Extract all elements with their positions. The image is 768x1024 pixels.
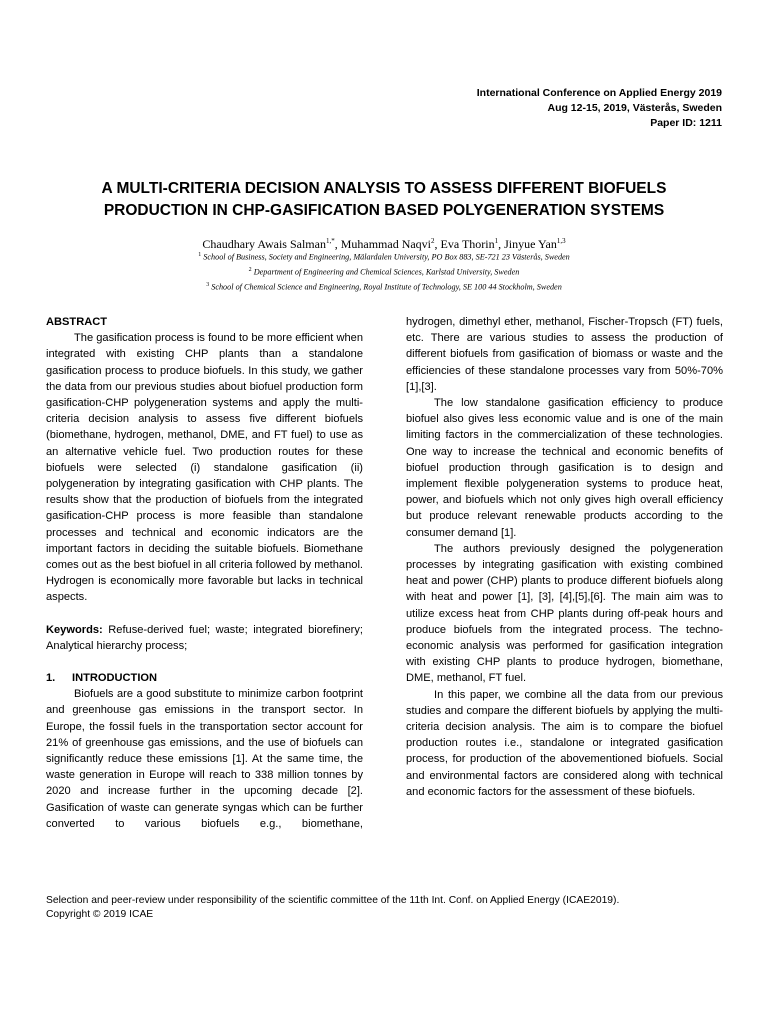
right-column bbox=[406, 314, 723, 800]
author-affiliation-marker: 1,* bbox=[325, 237, 335, 245]
keywords bbox=[46, 622, 363, 654]
affiliation-3: $^3$ School of Chemical Science and Engineering, Royal Institute of Technology, SE 100 44 Stockholm, Sweden bbox=[206, 282, 562, 293]
paper-title bbox=[40, 178, 728, 222]
left-column bbox=[46, 314, 363, 832]
paper-id: Paper ID: 1211 bbox=[650, 117, 722, 129]
intro-paragraph-3: The authors previously designed the polygeneration processes by integrating gasification with existing combined heat and power (CHP) plants to produce different biofuels along with heat and power [1], [3], [4],[5],[6]. The main aim was to utilize excess heat from CHP plants during off-peak hours and produce biofuels from the integrated process. The techno-economic analysis was performed for gasification integration with existing CHP plants to produce hydrogen, biomethane, DME, methanol, FT fuel. bbox=[406, 542, 723, 685]
intro-paragraph-2: The low standalone gasification efficiency to produce biofuel also gives less economic value and is one of the main limiting factors in the commercialization of these technologies. One way to increase the technical and economic benefits of biofuel production through gasification is to design and implement flexible polygeneration systems to produce heat, power, and biofuels which not only gives high overall efficiency but produce relevant renewable products according to the consumer demand [1]. bbox=[406, 397, 723, 539]
keywords-text: Refuse-derived fuel; waste; integrated biorefinery; Analytical hierarchy process; bbox=[46, 623, 363, 652]
paper-title-line-1: A MULTI-CRITERIA DECISION ANALYSIS TO ASSESS DIFFERENT BIOFUELS bbox=[101, 180, 667, 197]
affiliation-2: $^2$ Department of Engineering and Chemical Sciences, Karlstad University, Sweden bbox=[248, 267, 520, 277]
intro-paragraph-1-continued: hydrogen, dimethyl ether, methanol, Fischer-Tropsch (FT) fuels, etc. There are various studies to assess the production of different biofuels from gasification of biomass or waste and the efficiencies of these standalone processes vary from 50%-70% [1],[3]. bbox=[406, 316, 723, 393]
footer-copyright: Copyright © 2019 ICAE bbox=[46, 909, 154, 920]
footer-review-note: Selection and peer-review under responsibility of the scientific committee of the 11th Int. Conf. on Applied Energy (ICAE2019). bbox=[46, 895, 620, 906]
section-number: 1. bbox=[46, 672, 56, 685]
keywords-label: Keywords: bbox=[46, 623, 103, 636]
author-affiliation-marker: 2 bbox=[431, 237, 435, 245]
author-list: Chaudhary Awais Salman$^{1,*}$, Muhammad Naqvi$^2$, Eva Thorin$^1$, Jinyue Yan$^{1,3}$ bbox=[202, 237, 566, 251]
intro-paragraph-4: In this paper, we combine all the data from our previous studies and compare the different biofuels by applying the multi-criteria decision analysis. The aim is to compare the biofuel production routes i.e., standalone or integrated gasification process, for production of the abovementioned biofuels. Social and environmental factors are considered along with technical and economic factors for the assessment of these biofuels. bbox=[406, 688, 723, 798]
conference-date-place: Aug 12-15, 2019, Västerås, Sweden bbox=[547, 102, 722, 114]
section-title: INTRODUCTION bbox=[72, 672, 158, 685]
footer bbox=[46, 894, 726, 922]
author-affiliation-marker: 1 bbox=[494, 237, 499, 245]
conference-name: International Conference on Applied Energy 2019 bbox=[476, 87, 722, 99]
conference-info bbox=[477, 86, 722, 131]
abstract-heading: ABSTRACT bbox=[46, 316, 108, 328]
introduction-heading bbox=[46, 670, 363, 686]
intro-paragraph-1: Biofuels are a good substitute to minimize carbon footprint and greenhouse gas emissions in the transport sector. In Europe, the fossil fuels in the transportation sector account for 21% of greenhouse gas emissions, and the use of biofuels can significantly reduce these emissions [1]. At the same time, the waste generation in Europe will reach to 338 million tonnes by 2020 and increase further in the upcoming decade [2]. Gasification of waste can generate syngas which can be further converted to various biofuels e.g., biomethane, bbox=[46, 688, 363, 830]
author-name: Jinyue Yan bbox=[504, 237, 557, 251]
affiliation-list bbox=[40, 249, 728, 295]
paper-title-line-2: PRODUCTION IN CHP-GASIFICATION BASED POLYGENERATION SYSTEMS bbox=[103, 202, 665, 219]
author-name: Eva Thorin bbox=[440, 237, 495, 251]
author-affiliation-marker: 1,3 bbox=[556, 237, 566, 245]
author-name: Muhammad Naqvi bbox=[340, 237, 432, 251]
abstract-text: The gasification process is found to be more efficient when integrated with existing CHP plants than a standalone gasification process to produce biofuels. In this study, we gather the data from our previous studies about biofuel production form gasification-CHP polygeneration systems and apply the multi-criteria decision analysis to assess five different biofuels (biomethane, hydrogen, methanol, DME, and FT fuel) to use as an alternative vehicle fuel. Two production routes for these biofuels were selected (i) standalone gasification (ii) polygeneration by integrating gasification with CHP plants. The results show that the production of biofuels from the integrated gasification-CHP process is more feasible than standalone processes and technical and economic indicators are the important factors in deciding the suitable biofuels. Biomethane comes out as the best biofuel in all criteria followed by methanol. Hydrogen is economically more favorable but lacks in technical aspects. bbox=[46, 332, 363, 604]
author-name: Chaudhary Awais Salman bbox=[202, 237, 326, 251]
affiliation-1: $^1$ School of Business, Society and Engineering, Mälardalen University, PO Box 883, SE-721 23 Västerås, Sweden bbox=[198, 252, 570, 262]
